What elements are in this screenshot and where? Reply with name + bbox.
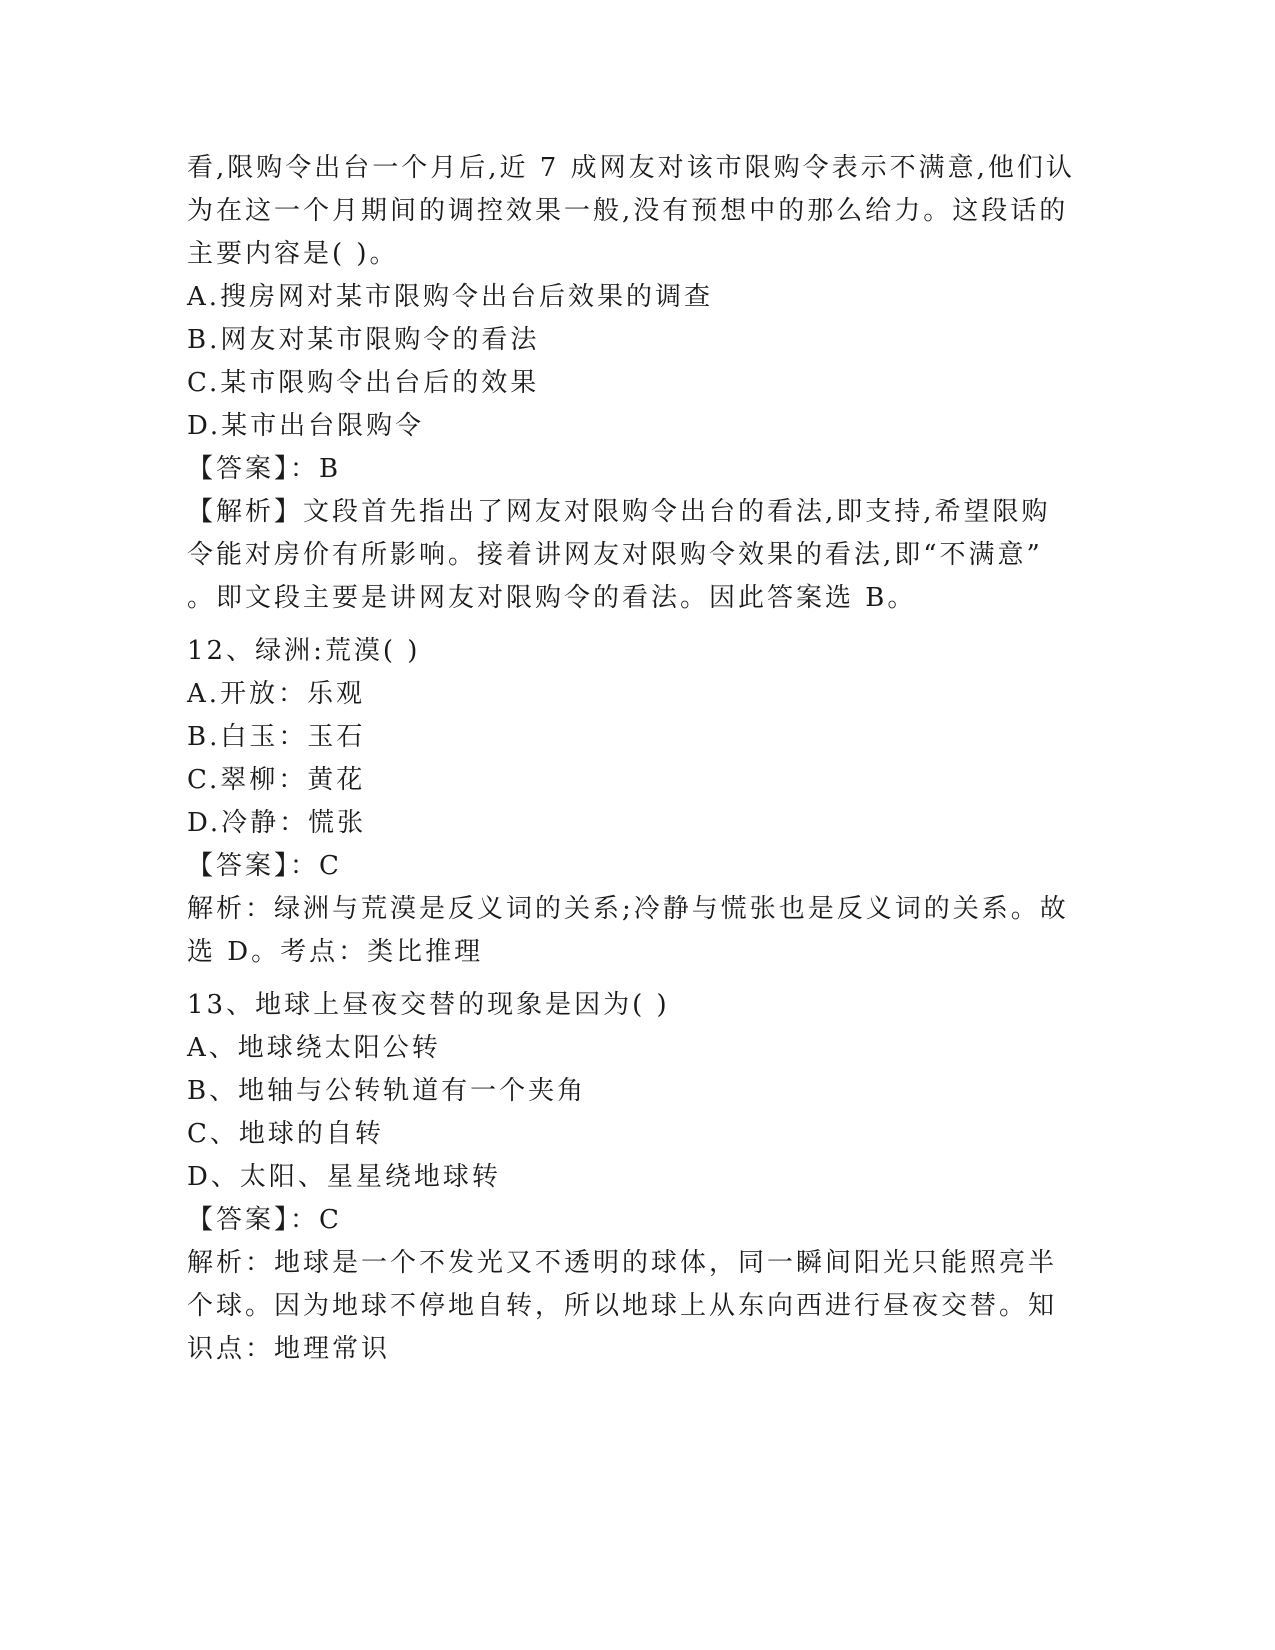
analysis-line: 识点：地理常识 [187, 1334, 391, 1364]
question-stem-line: 主要内容是( )。 [187, 239, 399, 269]
analysis-line: 个球。因为地球不停地自转，所以地球上从东向西进行昼夜交替。知 [187, 1291, 1058, 1321]
spacer [187, 974, 1087, 984]
option-d: D.某市出台限购令 [187, 411, 425, 441]
option-b: B.网友对某市限购令的看法 [187, 325, 540, 355]
spacer [187, 620, 1087, 630]
option-b: B、地轴与公转轨道有一个夹角 [187, 1076, 587, 1106]
analysis-line: 选 D。考点：类比推理 [187, 937, 484, 967]
question-11 [187, 147, 1087, 620]
question-stem-line: 为在这一个月期间的调控效果一般,没有预想中的那么给力。这段话的 [187, 196, 1069, 226]
option-a: A.搜房网对某市限购令出台后效果的调查 [187, 282, 714, 312]
option-b: B.白玉：玉石 [187, 722, 366, 752]
option-c: C、地球的自转 [187, 1119, 384, 1149]
question-12 [187, 630, 1087, 974]
option-d: D、太阳、星星绕地球转 [187, 1162, 501, 1192]
answer-line: 【答案】：B [187, 454, 342, 484]
option-a: A.开放：乐观 [187, 679, 366, 709]
option-c: C.翠柳：黄花 [187, 765, 366, 795]
question-13 [187, 984, 1087, 1371]
analysis-line: 解析：地球是一个不发光又不透明的球体，同一瞬间阳光只能照亮半 [187, 1248, 1058, 1278]
question-stem: 12、绿洲:荒漠( ) [187, 636, 421, 666]
question-stem-line: 看,限购令出台一个月后,近 7 成网友对该市限购令表示不满意,他们认 [187, 153, 1075, 183]
document-page [187, 147, 1087, 1371]
option-d: D.冷静：慌张 [187, 808, 367, 838]
option-a: A、地球绕太阳公转 [187, 1033, 441, 1063]
answer-line: 【答案】：C [187, 851, 342, 881]
analysis-line: 【解析】文段首先指出了网友对限购令出台的看法,即支持,希望限购 [187, 497, 1051, 527]
answer-line: 【答案】：C [187, 1205, 342, 1235]
analysis-line: 。即文段主要是讲网友对限购令的看法。因此答案选 B。 [187, 583, 917, 613]
question-stem: 13、地球上昼夜交替的现象是因为( ) [187, 990, 670, 1020]
analysis-line: 解析：绿洲与荒漠是反义词的关系;冷静与慌张也是反义词的关系。故 [187, 894, 1069, 924]
analysis-line: 令能对房价有所影响。接着讲网友对限购令效果的看法,即“不满意” [187, 540, 1043, 570]
option-c: C.某市限购令出台后的效果 [187, 368, 540, 398]
